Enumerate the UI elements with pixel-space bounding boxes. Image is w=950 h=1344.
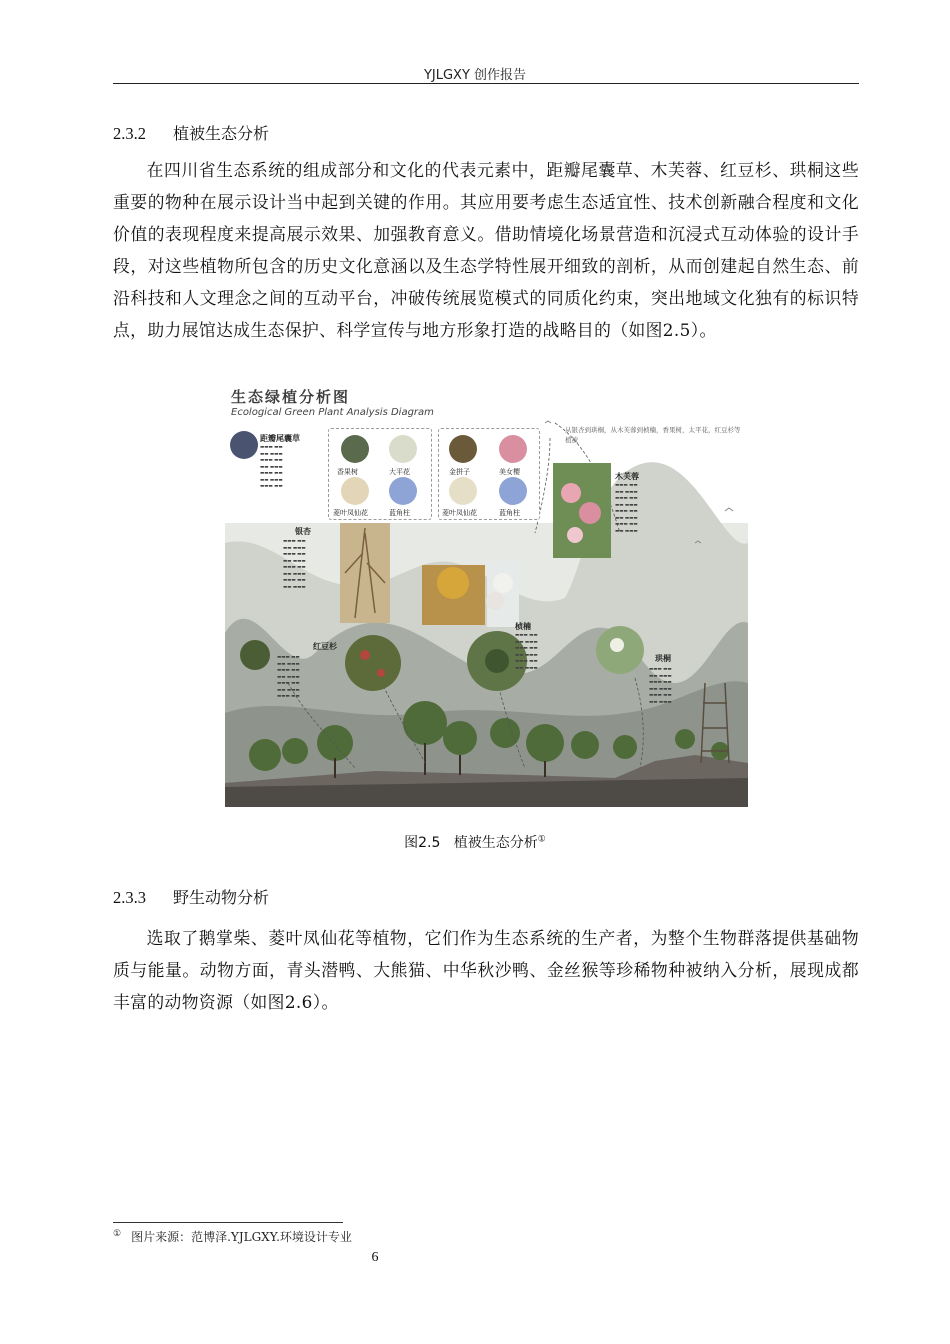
zhennan-desc: ▬▬▬ ▬▬ ▬▬ ▬▬▬ ▬▬▬ ▬▬ ▬▬ ▬▬▬ ▬▬▬ ▬▬ ▬▬ ▬▬▬ <box>515 633 538 671</box>
mufurong-desc: ▬▬▬ ▬▬ ▬▬ ▬▬▬ ▬▬▬ ▬▬ ▬▬ ▬▬▬ ▬▬▬ ▬▬ ▬▬ ▬▬▬ ▬▬▬ ▬▬ ▬▬ ▬▬▬ <box>615 483 638 534</box>
juban-label: 距瓣尾囊草 <box>260 434 300 443</box>
footnote-mark: ① <box>113 1229 122 1239</box>
section-title: 植被生态分析 <box>173 124 270 143</box>
plant-card-group-1 <box>328 428 432 520</box>
mufurong-label: 木芙蓉 <box>615 472 639 481</box>
gongtong-desc: ▬▬▬ ▬▬ ▬▬ ▬▬▬ ▬▬▬ ▬▬ ▬▬ ▬▬▬ ▬▬▬ ▬▬ ▬▬ ▬▬▬ <box>649 667 672 705</box>
figure-caption <box>0 832 950 852</box>
figure-plant-analysis <box>225 383 748 807</box>
footnote-rule <box>113 1222 343 1223</box>
gongtong-label: 珙桐 <box>655 654 671 663</box>
juban-desc: ▬▬▬ ▬▬ ▬▬ ▬▬▬ ▬▬▬ ▬▬ ▬▬ ▬▬▬ ▬▬▬ ▬▬ ▬▬ ▬▬▬ ▬▬▬ ▬▬ <box>260 445 283 489</box>
caption-footnote-mark: ① <box>537 834 546 845</box>
section-number: 2.3.2 <box>113 124 146 143</box>
zhennan-label: 桢楠 <box>515 622 531 631</box>
running-header: YJLGXY 创作报告 <box>423 68 527 83</box>
footnote-text: 图片来源：范博泽.YJLGXY.环境设计专业 <box>131 1230 352 1244</box>
section-number: 2.3.3 <box>113 888 146 907</box>
juban-photo <box>230 431 258 459</box>
plant-label: 金拼子 <box>449 468 470 476</box>
plant-card-group-2 <box>438 428 540 520</box>
plant-label: 美女樱 <box>499 468 520 476</box>
plant-label: 蓝角柱 <box>499 509 520 517</box>
plant-label: 蓝角柱 <box>389 509 410 517</box>
header-rule <box>113 83 859 84</box>
page-number: 6 <box>371 1250 379 1265</box>
figure-top-note: 从银杏到珙桐，从木芙蓉到桢楠，香果树，太平花，红豆杉等植被 <box>565 426 741 444</box>
plant-label: 菱叶凤仙花 <box>442 509 477 517</box>
plant-label: 菱叶凤仙花 <box>333 509 368 517</box>
caption-label: 图2.5 <box>404 835 441 851</box>
section-heading-2-3-3 <box>113 885 269 908</box>
footnote <box>113 1228 352 1245</box>
yinxing-label: 银杏 <box>295 527 311 536</box>
hongdoushan-desc: ▬▬▬ ▬▬ ▬▬ ▬▬▬ ▬▬▬ ▬▬ ▬▬ ▬▬▬ ▬▬▬ ▬▬ ▬▬ ▬▬▬ ▬▬▬ ▬▬ <box>277 655 300 699</box>
figure-subtitle: Ecological Green Plant Analysis Diagram <box>231 407 434 418</box>
plant-label: 大平花 <box>389 468 410 476</box>
section-title: 野生动物分析 <box>173 888 270 907</box>
body-paragraph-1: 在四川省生态系统的组成部分和文化的代表元素中，距瓣尾囊草、木芙蓉、红豆杉、珙桐这些重要的物种在展示设计当中起到关键的作用。其应用要考虑生态适宜性、技术创新融合程度和文化价值的表现程度来提高展示效果、加强教育意义。借助情境化场景营造和沉浸式互动体验的设计手段，对这些植物所包含的历史文化意涵以及生态学特性展开细致的剖析，从而创建起自然生态、前沿科技和人文理念之间的互动平台，冲破传统展览模式的同质化约束，突出地域文化独有的标识特点，助力展馆达成生态保护、科学宣传与地方形象打造的战略目的（如图2.5）。 <box>113 160 859 340</box>
section-heading-2-3-2 <box>113 121 269 144</box>
figure-title: 生态绿植分析图 <box>231 388 351 406</box>
hongdoushan-label: 红豆杉 <box>313 642 337 651</box>
body-paragraph-2: 选取了鹅掌柴、菱叶凤仙花等植物，它们作为生态系统的生产者，为整个生物群落提供基础物质与能量。动物方面，青头潜鸭、大熊猫、中华秋沙鸭、金丝猴等珍稀物种被纳入分析，展现成都丰富的动物资源（如图2.6）。 <box>113 928 859 1012</box>
caption-text: 植被生态分析 <box>453 835 538 851</box>
yinxing-desc: ▬▬▬ ▬▬ ▬▬ ▬▬▬ ▬▬▬ ▬▬ ▬▬ ▬▬▬ ▬▬▬ ▬▬ ▬▬ ▬▬▬ ▬▬▬ ▬▬ ▬▬ ▬▬▬ <box>283 539 306 590</box>
plant-label: 香果树 <box>337 468 358 476</box>
